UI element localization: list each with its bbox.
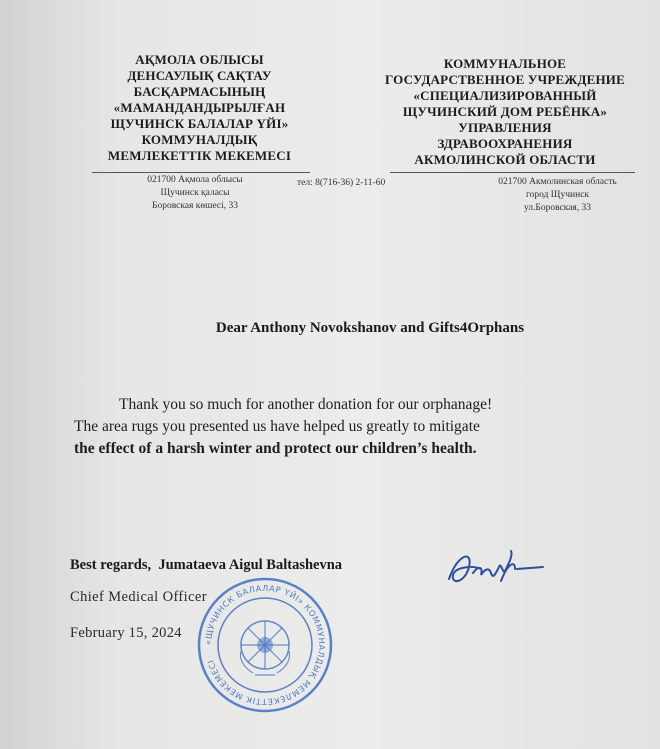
letterhead-right-line: ГОСУДАРСТВЕННОЕ УЧРЕЖДЕНИЕ <box>384 72 625 87</box>
letter-body <box>74 394 634 460</box>
body-line: the effect of a harsh winter and protect our children’s health. <box>74 440 477 457</box>
address-kazakh <box>120 174 270 213</box>
letterhead-left-line: ЩУЧИНСК БАЛАЛАР ҮЙІ» <box>110 116 289 131</box>
letterhead-left-line: «МАМАНДАНДЫРЫЛҒАН <box>113 100 286 115</box>
letterhead-left-line: МЕМЛЕКЕТТІК МЕКЕМЕСІ <box>107 148 292 163</box>
address-left-line: 021700 Ақмола облысы <box>147 175 243 185</box>
address-left-line: Щучинск қаласы <box>160 188 230 198</box>
letterhead-left-line: КОММУНАЛДЫҚ <box>141 132 258 147</box>
letterhead-right-line: АКМОЛИНСКОЙ ОБЛАСТИ <box>414 152 596 167</box>
letterhead-left-line: АҚМОЛА ОБЛЫСЫ <box>135 52 264 67</box>
letterhead-right-line: «СПЕЦИАЛИЗИРОВАННЫЙ <box>413 88 597 103</box>
signer-name: Jumataeva Aigul Baltashevna <box>158 557 343 573</box>
letterhead-russian <box>370 56 640 168</box>
body-line: The area rugs you presented us have helped us greatly to mitigate <box>74 418 480 435</box>
letterhead-right-line: КОММУНАЛЬНОЕ <box>443 56 567 71</box>
salutation: Dear Anthony Novokshanov and Gifts4Orphans <box>215 320 525 336</box>
letterhead-left-line: БАСҚАРМАСЫНЫҢ <box>133 84 266 99</box>
address-right-line: ул.Боровская, 33 <box>523 203 592 213</box>
address-right-line: город Щучинск <box>525 190 590 200</box>
letterhead-left-line: ДЕНСАУЛЫҚ САҚТАУ <box>127 68 272 83</box>
letterhead-kazakh <box>92 52 307 164</box>
telephone: тел: 8(716-36) 2-11-60 <box>297 178 386 188</box>
address-right-line: 021700 Акмолинская область <box>498 177 617 187</box>
closing-line <box>70 557 342 574</box>
letterhead-divider-right <box>390 172 635 173</box>
seal-text: «ЩУЧИНСК БАЛАЛАР ҮЙІ» КОММУНАЛДЫҚ МЕМЛЕКЕТТІК МЕКЕМЕСІ <box>202 582 328 708</box>
address-left-line: Боровская көшесі, 33 <box>151 201 239 211</box>
regards-text: Best regards, <box>70 557 152 573</box>
letterhead-right-line: УПРАВЛЕНИЯ <box>458 120 552 135</box>
body-line: Thank you so much for another donation for our orphanage! <box>119 396 493 413</box>
letterhead-right-line: ЩУЧИНСКИЙ ДОМ РЕБЁНКА» <box>402 104 608 119</box>
letterhead-divider-left <box>92 172 310 173</box>
handwritten-signature <box>443 545 553 595</box>
letterhead-right-line: ЗДРАВООХРАНЕНИЯ <box>437 136 573 151</box>
official-seal <box>195 575 335 715</box>
address-russian <box>470 176 645 215</box>
letter-date: February 15, 2024 <box>70 625 182 641</box>
signer-title: Chief Medical Officer <box>70 589 207 605</box>
